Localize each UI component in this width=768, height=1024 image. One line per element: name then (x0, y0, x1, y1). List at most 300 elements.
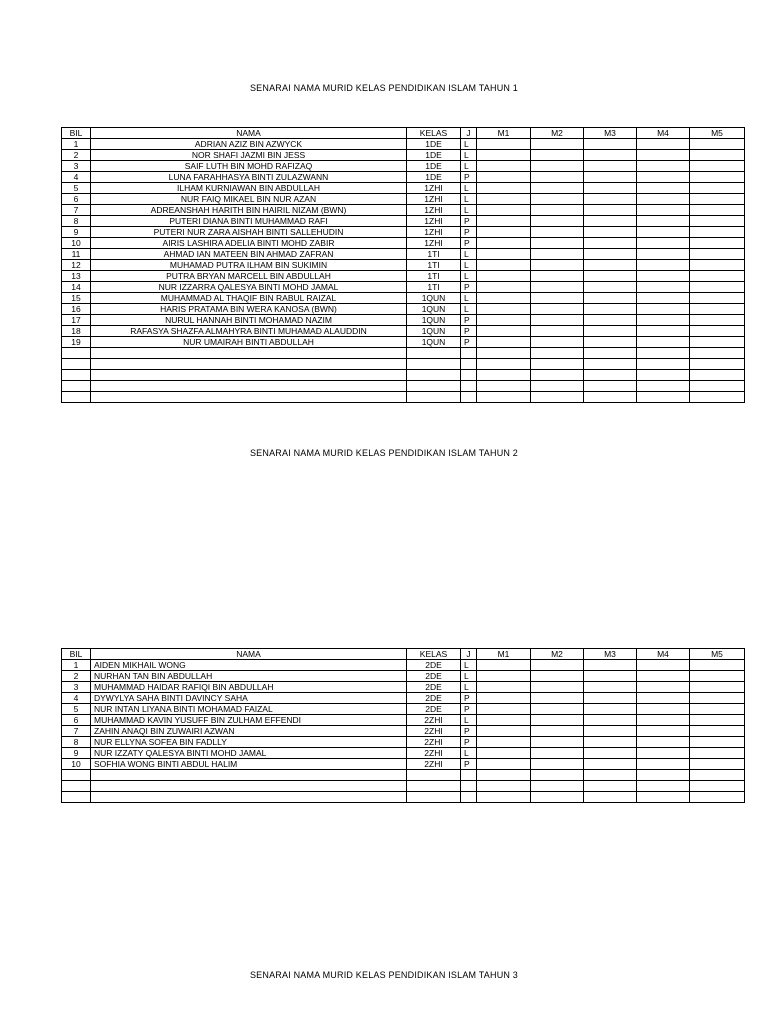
table-row (62, 172, 745, 183)
cell-bil: 4 (62, 693, 91, 704)
empty-cell (531, 359, 584, 370)
table-row (62, 682, 745, 693)
column-header-m5: M5 (690, 649, 745, 660)
cell-jantina: P (461, 326, 477, 337)
column-header-m3: M3 (584, 649, 637, 660)
cell-m1 (477, 704, 531, 715)
cell-kelas: 2DE (407, 671, 461, 682)
cell-m1 (477, 671, 531, 682)
cell-kelas: 1ZHI (407, 238, 461, 249)
cell-m4 (637, 293, 690, 304)
cell-bil: 6 (62, 715, 91, 726)
cell-m3 (584, 293, 637, 304)
empty-cell (62, 392, 91, 403)
cell-m4 (637, 682, 690, 693)
cell-bil: 18 (62, 326, 91, 337)
cell-m2 (531, 660, 584, 671)
cell-m4 (637, 704, 690, 715)
cell-m4 (637, 249, 690, 260)
cell-nama: NUR FAIQ MIKAEL BIN NUR AZAN (91, 194, 407, 205)
cell-m2 (531, 249, 584, 260)
cell-m5 (690, 682, 745, 693)
table-row (62, 693, 745, 704)
table-row (62, 238, 745, 249)
cell-jantina: L (461, 249, 477, 260)
cell-m2 (531, 693, 584, 704)
cell-m1 (477, 682, 531, 693)
cell-m4 (637, 172, 690, 183)
cell-kelas: 2ZHI (407, 726, 461, 737)
cell-m4 (637, 715, 690, 726)
cell-m1 (477, 759, 531, 770)
cell-jantina: P (461, 172, 477, 183)
cell-bil: 5 (62, 704, 91, 715)
empty-cell (690, 370, 745, 381)
empty-cell (477, 770, 531, 781)
table-row (62, 183, 745, 194)
empty-cell (531, 381, 584, 392)
empty-cell (461, 359, 477, 370)
cell-m4 (637, 726, 690, 737)
table-row (62, 139, 745, 150)
empty-cell (637, 770, 690, 781)
cell-jantina: L (461, 660, 477, 671)
empty-cell (407, 781, 461, 792)
cell-jantina: P (461, 282, 477, 293)
cell-nama: ILHAM KURNIAWAN BIN ABDULLAH (91, 183, 407, 194)
cell-kelas: 1DE (407, 139, 461, 150)
section-title-tahun-1: SENARAI NAMA MURID KELAS PENDIDIKAN ISLAM TAHUN 1 (249, 83, 519, 93)
cell-bil: 3 (62, 161, 91, 172)
cell-m2 (531, 726, 584, 737)
cell-jantina: P (461, 759, 477, 770)
cell-m3 (584, 161, 637, 172)
cell-kelas: 1ZHI (407, 227, 461, 238)
cell-kelas: 2ZHI (407, 759, 461, 770)
table-row (62, 315, 745, 326)
empty-cell (91, 792, 407, 803)
cell-m1 (477, 249, 531, 260)
table-row (62, 216, 745, 227)
table-row (62, 671, 745, 682)
empty-cell (407, 392, 461, 403)
cell-bil: 2 (62, 671, 91, 682)
table-row (62, 660, 745, 671)
cell-jantina: P (461, 216, 477, 227)
cell-nama: PUTERI NUR ZARA AISHAH BINTI SALLEHUDIN (91, 227, 407, 238)
cell-jantina: L (461, 194, 477, 205)
cell-nama: AIRIS LASHIRA ADELIA BINTI MOHD ZABIR (91, 238, 407, 249)
cell-m3 (584, 249, 637, 260)
cell-m3 (584, 205, 637, 216)
cell-m1 (477, 139, 531, 150)
cell-m1 (477, 304, 531, 315)
cell-nama: AIDEN MIKHAIL WONG (91, 660, 407, 671)
column-header-m1: M1 (477, 128, 531, 139)
table-row (62, 150, 745, 161)
empty-cell (62, 381, 91, 392)
cell-nama: NUR ELLYNA SOFEA BIN FADLLY (91, 737, 407, 748)
empty-cell (637, 792, 690, 803)
cell-m5 (690, 161, 745, 172)
empty-cell (477, 381, 531, 392)
empty-cell (91, 370, 407, 381)
cell-kelas: 1TI (407, 282, 461, 293)
table-row (62, 161, 745, 172)
cell-m2 (531, 205, 584, 216)
cell-m3 (584, 326, 637, 337)
cell-nama: SAIF LUTH BIN MOHD RAFIZAQ (91, 161, 407, 172)
column-header-m4: M4 (637, 128, 690, 139)
cell-bil: 1 (62, 139, 91, 150)
cell-m2 (531, 737, 584, 748)
empty-cell (690, 381, 745, 392)
cell-m5 (690, 759, 745, 770)
cell-m1 (477, 238, 531, 249)
cell-m1 (477, 293, 531, 304)
cell-m4 (637, 205, 690, 216)
cell-jantina: P (461, 726, 477, 737)
table-header-row (62, 649, 745, 660)
cell-m5 (690, 293, 745, 304)
cell-m4 (637, 238, 690, 249)
cell-m2 (531, 194, 584, 205)
cell-kelas: 1ZHI (407, 205, 461, 216)
cell-m1 (477, 660, 531, 671)
cell-m4 (637, 150, 690, 161)
cell-m1 (477, 227, 531, 238)
empty-cell (62, 359, 91, 370)
column-header-m1: M1 (477, 649, 531, 660)
cell-m2 (531, 183, 584, 194)
cell-m3 (584, 183, 637, 194)
cell-kelas: 1QUN (407, 326, 461, 337)
empty-cell (477, 392, 531, 403)
cell-m3 (584, 759, 637, 770)
cell-nama: RAFASYA SHAZFA ALMAHYRA BINTI MUHAMAD ALAUDDIN (91, 326, 407, 337)
cell-m5 (690, 693, 745, 704)
cell-bil: 5 (62, 183, 91, 194)
cell-bil: 16 (62, 304, 91, 315)
cell-kelas: 1DE (407, 161, 461, 172)
empty-cell (91, 359, 407, 370)
empty-cell (690, 359, 745, 370)
cell-kelas: 2DE (407, 682, 461, 693)
empty-row (62, 381, 745, 392)
table-row (62, 282, 745, 293)
cell-nama: MUHAMMAD KAVIN YUSUFF BIN ZULHAM EFFENDI (91, 715, 407, 726)
cell-bil: 9 (62, 227, 91, 238)
cell-m5 (690, 726, 745, 737)
cell-m5 (690, 238, 745, 249)
column-header-jantina: J (461, 128, 477, 139)
cell-m2 (531, 260, 584, 271)
column-header-nama: NAMA (91, 649, 407, 660)
column-header-bil: BIL (62, 649, 91, 660)
empty-cell (461, 792, 477, 803)
cell-m2 (531, 759, 584, 770)
empty-cell (690, 770, 745, 781)
cell-kelas: 1TI (407, 249, 461, 260)
cell-kelas: 1ZHI (407, 194, 461, 205)
table-row (62, 304, 745, 315)
cell-m2 (531, 161, 584, 172)
empty-cell (584, 381, 637, 392)
cell-nama: HARIS PRATAMA BIN WERA KANOSA (BWN) (91, 304, 407, 315)
cell-nama: NURHAN TAN BIN ABDULLAH (91, 671, 407, 682)
cell-bil: 15 (62, 293, 91, 304)
cell-kelas: 2DE (407, 693, 461, 704)
cell-m5 (690, 660, 745, 671)
empty-cell (637, 392, 690, 403)
empty-cell (477, 359, 531, 370)
cell-m4 (637, 183, 690, 194)
cell-bil: 19 (62, 337, 91, 348)
cell-m2 (531, 271, 584, 282)
cell-nama: LUNA FARAHHASYA BINTI ZULAZWANN (91, 172, 407, 183)
empty-cell (91, 392, 407, 403)
empty-cell (461, 370, 477, 381)
cell-kelas: 1QUN (407, 315, 461, 326)
cell-m5 (690, 737, 745, 748)
empty-cell (584, 359, 637, 370)
cell-m1 (477, 337, 531, 348)
cell-m1 (477, 183, 531, 194)
cell-jantina: P (461, 737, 477, 748)
empty-cell (477, 370, 531, 381)
cell-m5 (690, 304, 745, 315)
cell-m5 (690, 172, 745, 183)
empty-cell (62, 770, 91, 781)
cell-kelas: 2ZHI (407, 715, 461, 726)
cell-m3 (584, 260, 637, 271)
cell-m3 (584, 748, 637, 759)
cell-m4 (637, 337, 690, 348)
cell-m3 (584, 216, 637, 227)
cell-m3 (584, 271, 637, 282)
cell-m1 (477, 205, 531, 216)
empty-cell (531, 781, 584, 792)
column-header-bil: BIL (62, 128, 91, 139)
cell-jantina: L (461, 671, 477, 682)
empty-cell (62, 792, 91, 803)
empty-cell (531, 348, 584, 359)
cell-m2 (531, 715, 584, 726)
cell-jantina: L (461, 205, 477, 216)
empty-cell (531, 392, 584, 403)
cell-m3 (584, 726, 637, 737)
cell-nama: NUR IZZARRA QALESYA BINTI MOHD JAMAL (91, 282, 407, 293)
cell-bil: 7 (62, 726, 91, 737)
cell-kelas: 1QUN (407, 337, 461, 348)
column-header-nama: NAMA (91, 128, 407, 139)
table-row (62, 704, 745, 715)
cell-jantina: L (461, 260, 477, 271)
empty-cell (584, 770, 637, 781)
cell-m5 (690, 150, 745, 161)
empty-row (62, 359, 745, 370)
cell-m4 (637, 737, 690, 748)
cell-m5 (690, 249, 745, 260)
table-row (62, 759, 745, 770)
empty-cell (637, 348, 690, 359)
empty-cell (461, 770, 477, 781)
cell-m2 (531, 304, 584, 315)
cell-m3 (584, 693, 637, 704)
cell-m3 (584, 139, 637, 150)
empty-cell (461, 781, 477, 792)
cell-m1 (477, 715, 531, 726)
empty-cell (637, 359, 690, 370)
empty-cell (407, 792, 461, 803)
empty-row (62, 781, 745, 792)
cell-nama: MUHAMMAD HAIDAR RAFIQI BIN ABDULLAH (91, 682, 407, 693)
cell-jantina: P (461, 693, 477, 704)
table-row (62, 337, 745, 348)
empty-cell (91, 381, 407, 392)
column-header-jantina: J (461, 649, 477, 660)
cell-m2 (531, 150, 584, 161)
cell-m5 (690, 139, 745, 150)
empty-cell (690, 781, 745, 792)
cell-jantina: L (461, 682, 477, 693)
table-row (62, 715, 745, 726)
column-header-m4: M4 (637, 649, 690, 660)
empty-cell (91, 770, 407, 781)
cell-jantina: P (461, 337, 477, 348)
empty-cell (91, 348, 407, 359)
cell-bil: 2 (62, 150, 91, 161)
cell-m4 (637, 315, 690, 326)
cell-jantina: L (461, 304, 477, 315)
empty-cell (584, 392, 637, 403)
column-header-m2: M2 (531, 649, 584, 660)
cell-jantina: P (461, 238, 477, 249)
cell-m1 (477, 172, 531, 183)
table-row (62, 249, 745, 260)
cell-nama: ZAHIN ANAQI BIN ZUWAIRI AZWAN (91, 726, 407, 737)
cell-nama: ADRIAN AZIZ BIN AZWYCK (91, 139, 407, 150)
cell-jantina: P (461, 227, 477, 238)
cell-m2 (531, 139, 584, 150)
cell-m3 (584, 304, 637, 315)
cell-m5 (690, 704, 745, 715)
empty-cell (584, 370, 637, 381)
empty-cell (407, 381, 461, 392)
cell-m4 (637, 194, 690, 205)
cell-nama: PUTRA BRYAN MARCELL BIN ABDULLAH (91, 271, 407, 282)
cell-m1 (477, 161, 531, 172)
cell-nama: NUR UMAIRAH BINTI ABDULLAH (91, 337, 407, 348)
cell-m5 (690, 326, 745, 337)
student-table-tahun-1 (61, 127, 745, 403)
cell-m5 (690, 205, 745, 216)
cell-bil: 4 (62, 172, 91, 183)
table-row (62, 227, 745, 238)
cell-m1 (477, 282, 531, 293)
cell-m2 (531, 227, 584, 238)
cell-m3 (584, 227, 637, 238)
cell-m1 (477, 326, 531, 337)
empty-row (62, 348, 745, 359)
cell-nama: MUHAMAD PUTRA ILHAM BIN SUKIMIN (91, 260, 407, 271)
cell-nama: SOFHIA WONG BINTI ABDUL HALIM (91, 759, 407, 770)
empty-cell (62, 348, 91, 359)
cell-m4 (637, 759, 690, 770)
cell-m1 (477, 726, 531, 737)
cell-kelas: 2ZHI (407, 737, 461, 748)
column-header-m5: M5 (690, 128, 745, 139)
empty-cell (637, 370, 690, 381)
cell-m5 (690, 337, 745, 348)
cell-m2 (531, 315, 584, 326)
cell-m1 (477, 693, 531, 704)
cell-nama: DYWYLYA SAHA BINTI DAVINCY SAHA (91, 693, 407, 704)
table-row (62, 726, 745, 737)
cell-jantina: L (461, 271, 477, 282)
cell-jantina: L (461, 139, 477, 150)
cell-bil: 9 (62, 748, 91, 759)
cell-m4 (637, 660, 690, 671)
cell-m1 (477, 737, 531, 748)
cell-m4 (637, 260, 690, 271)
cell-bil: 12 (62, 260, 91, 271)
cell-nama: ADREANSHAH HARITH BIN HAIRIL NIZAM (BWN) (91, 205, 407, 216)
cell-m3 (584, 682, 637, 693)
empty-row (62, 792, 745, 803)
cell-m4 (637, 139, 690, 150)
cell-m4 (637, 671, 690, 682)
table-row (62, 748, 745, 759)
cell-m1 (477, 194, 531, 205)
cell-m5 (690, 227, 745, 238)
empty-cell (62, 781, 91, 792)
column-header-m3: M3 (584, 128, 637, 139)
empty-cell (477, 781, 531, 792)
cell-bil: 14 (62, 282, 91, 293)
cell-m2 (531, 748, 584, 759)
empty-cell (531, 370, 584, 381)
cell-m3 (584, 737, 637, 748)
empty-cell (477, 792, 531, 803)
table-row (62, 260, 745, 271)
cell-m5 (690, 183, 745, 194)
cell-m4 (637, 282, 690, 293)
cell-m2 (531, 704, 584, 715)
cell-m5 (690, 315, 745, 326)
cell-kelas: 1TI (407, 271, 461, 282)
empty-cell (584, 781, 637, 792)
cell-jantina: L (461, 150, 477, 161)
cell-m1 (477, 260, 531, 271)
cell-m2 (531, 671, 584, 682)
cell-nama: NUR IZZATY QALESYA BINTI MOHD JAMAL (91, 748, 407, 759)
cell-m3 (584, 238, 637, 249)
cell-m4 (637, 271, 690, 282)
empty-row (62, 770, 745, 781)
table-row (62, 293, 745, 304)
cell-jantina: L (461, 161, 477, 172)
empty-cell (407, 770, 461, 781)
cell-nama: NUR INTAN LIYANA BINTI MOHAMAD FAIZAL (91, 704, 407, 715)
cell-m1 (477, 315, 531, 326)
cell-m4 (637, 304, 690, 315)
cell-kelas: 1QUN (407, 293, 461, 304)
empty-cell (62, 370, 91, 381)
cell-m5 (690, 216, 745, 227)
cell-m3 (584, 282, 637, 293)
cell-kelas: 1DE (407, 150, 461, 161)
